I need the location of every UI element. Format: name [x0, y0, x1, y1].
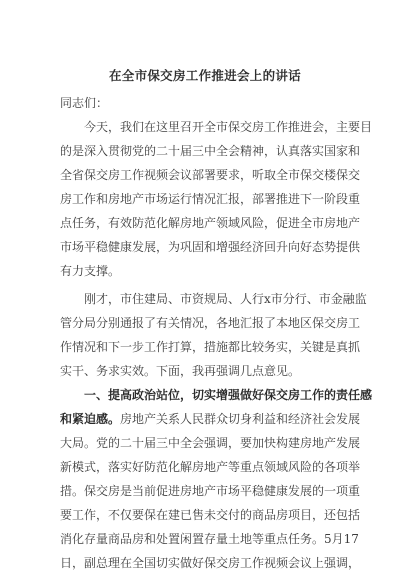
section-one-line: 要工作，不仅要保在建已售未交付的商品房项目，还包括	[60, 508, 361, 522]
paragraph-1-line: 房工作和房地产市场运行情况汇报，部署推进下一阶段重	[60, 192, 361, 206]
paragraph-1-line: 有力支撑。	[60, 264, 121, 278]
section-one-text: 房地产关系人民群众切身利益和经济社会发展	[120, 412, 361, 426]
section-one-heading: 一、提高政治站位，切实增强做好保交房工作的责任感	[84, 388, 373, 402]
section-one-heading-continuation: 和紧迫感。	[60, 412, 121, 426]
paragraph-2-line: 管分局分别通报了有关情况，各地汇报了本地区保交房工	[60, 316, 361, 330]
document-title: 在全市保交房工作推进会上的讲话	[108, 68, 301, 83]
section-one-line: 消化存量商品房和处置闲置存量土地等重点任务。5月17	[60, 532, 359, 546]
paragraph-2-line: 刚才，市住建局、市资规局、人行x市分行、市金融监	[84, 292, 367, 306]
paragraph-1-line: 今天，我们在这里召开全市保交房工作推进会，主要目	[84, 120, 373, 134]
section-one-line: 新模式，落实好防范化解房地产等重点领域风险的各项举	[60, 460, 361, 474]
section-one-line: 大局。党的二十届三中全会强调，要加快构建房地产发展	[60, 436, 361, 450]
section-one-line: 日，副总理在全国切实做好保交房工作视频会议上强调，	[60, 556, 361, 570]
paragraph-2-line: 作情况和下一步工作打算，措施都比较务实，关键是真抓	[60, 340, 361, 354]
paragraph-1-line: 市场平稳健康发展，为巩固和增强经济回升向好态势提供	[60, 240, 361, 254]
section-one-line	[60, 411, 360, 427]
paragraph-1-line: 点任务，有效防范化解房地产领域风险，促进全市房地产	[60, 216, 361, 230]
section-one-line: 措。保交房是当前促进房地产市场平稳健康发展的一项重	[60, 484, 361, 498]
salutation: 同志们：	[60, 96, 109, 110]
paragraph-2-line: 实干、务求实效。下面，我再强调几点意见。	[60, 364, 301, 378]
paragraph-1-line: 全省保交房工作视频会议部署要求，听取全市保交楼保交	[60, 168, 361, 182]
paragraph-1-line: 的是深入贯彻党的二十届三中全会精神，认真落实国家和	[60, 144, 361, 158]
